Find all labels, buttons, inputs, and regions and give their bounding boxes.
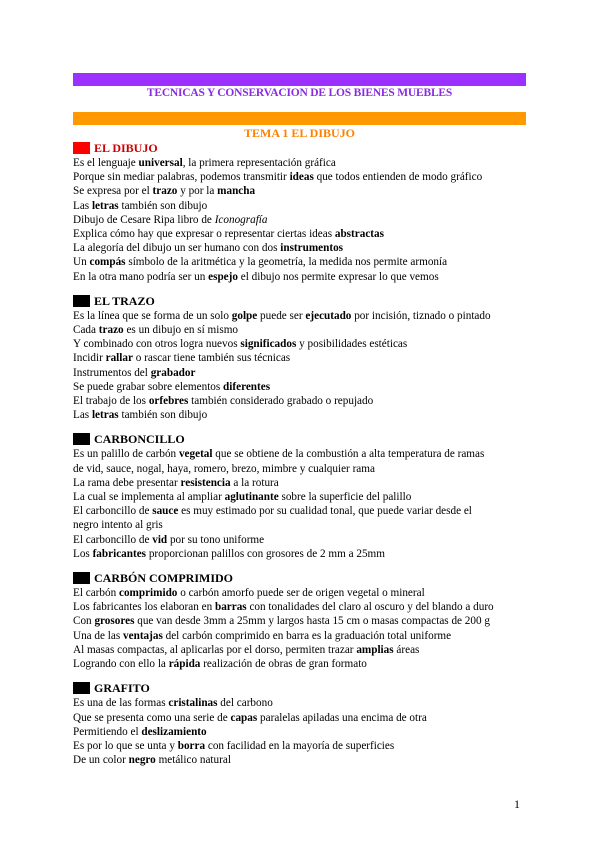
- bold-term: vegetal: [178, 448, 213, 461]
- text-run: Incidir: [73, 352, 106, 365]
- text-run: y posibilidades estéticas: [296, 338, 408, 351]
- body-line: [73, 711, 526, 725]
- bold-term: abstractas: [334, 228, 384, 241]
- section-marker-icon: [73, 142, 90, 154]
- bold-term: espejo: [208, 270, 238, 283]
- text-run: En la otra mano podría ser un: [73, 270, 209, 283]
- text-run: por su tono uniforme: [167, 533, 265, 546]
- text-run: y por la: [177, 185, 218, 198]
- body-line: [73, 380, 526, 394]
- bold-term: borra: [177, 739, 206, 752]
- section-marker-icon: [73, 572, 90, 584]
- body-line: [73, 533, 526, 547]
- text-run: El carboncillo de: [73, 505, 153, 518]
- text-run: Logrando con ello la: [73, 658, 169, 671]
- body-line: [73, 227, 526, 241]
- text-run: El carbón: [73, 587, 119, 600]
- purple-title-bar: [73, 73, 526, 86]
- body-line: [73, 586, 526, 600]
- bold-term: sauce: [152, 505, 179, 518]
- orange-title-bar: [73, 112, 526, 125]
- body-line: [73, 199, 526, 213]
- section: [73, 680, 526, 767]
- bold-term: rallar: [105, 352, 133, 365]
- bold-term: ventajas: [123, 629, 163, 642]
- bold-term: comprimido: [118, 587, 178, 600]
- body-line: [73, 462, 526, 476]
- text-run: Se expresa por el: [73, 185, 153, 198]
- bold-term: grosores: [94, 615, 135, 628]
- text-run: proporcionan palillos con grosores de 2 mm a 25mm: [146, 547, 385, 560]
- text-run: sobre la superficie del palillo: [278, 491, 412, 504]
- bold-term: vid: [152, 533, 168, 546]
- body-line: [73, 408, 526, 422]
- body-line: [73, 394, 526, 408]
- text-run: metálico natural: [155, 754, 231, 767]
- document-body: [73, 140, 526, 767]
- tema-heading: TEMA 1 EL DIBUJO: [243, 126, 356, 140]
- text-run: , la primera representación gráfica: [182, 157, 336, 169]
- text-run: Una de las: [73, 629, 124, 642]
- text-run: Se puede grabar sobre elementos: [73, 380, 224, 393]
- body-line: [73, 547, 526, 561]
- text-run: Las: [73, 409, 92, 422]
- section-heading-text: CARBONCILLO: [94, 432, 185, 447]
- text-run: del carbón comprimido en barra es la graduación total uniforme: [162, 629, 452, 642]
- document-title: TECNICAS Y CONSERVACION DE LOS BIENES MUEBLES: [146, 87, 453, 99]
- bold-term: mancha: [217, 185, 256, 198]
- body-line: [73, 739, 526, 753]
- section-heading-text: EL TRAZO: [94, 293, 155, 308]
- bold-term: universal: [138, 157, 183, 169]
- text-run: por incisión, tiznado o pintado: [351, 309, 491, 322]
- text-run: es un dibujo en sí mismo: [123, 324, 239, 337]
- bold-term: golpe: [231, 309, 258, 322]
- bold-term: compás: [89, 256, 126, 269]
- text-run: Cada: [73, 324, 99, 337]
- section: [73, 293, 526, 423]
- body-line: [73, 366, 526, 380]
- text-run: Es por lo que se unta y: [73, 739, 178, 752]
- text-run: con tonalidades del claro al oscuro y del blando a duro: [246, 601, 494, 614]
- text-run: La rama debe presentar: [73, 476, 181, 489]
- text-run: Es una de las formas: [73, 697, 169, 710]
- bold-term: letras: [91, 409, 119, 422]
- bold-term: aglutinante: [224, 491, 279, 504]
- bold-term: trazo: [152, 185, 178, 198]
- bold-term: ejecutado: [305, 309, 352, 322]
- section-marker-icon: [73, 682, 90, 694]
- text-run: La cual se implementa al ampliar: [73, 491, 225, 504]
- text-run: Instrumentos del: [73, 366, 151, 379]
- text-run: negro intento al gris: [73, 519, 163, 532]
- section: [73, 570, 526, 671]
- body-line: [73, 184, 526, 198]
- text-run: o rascar tiene también sus técnicas: [132, 352, 291, 365]
- bold-term: amplias: [356, 643, 394, 656]
- text-run: o carbón amorfo puede ser de origen vegetal o mineral: [177, 587, 425, 600]
- body-line: [73, 241, 526, 255]
- bold-term: grabador: [150, 366, 196, 379]
- section-heading: [73, 680, 526, 696]
- text-run: el dibujo nos permite expresar lo que vemos: [237, 270, 439, 283]
- text-run: puede ser: [257, 309, 306, 322]
- bold-term: diferentes: [223, 380, 271, 393]
- bold-term: trazo: [98, 324, 124, 337]
- section: [73, 431, 526, 561]
- text-run: Con: [73, 615, 95, 628]
- text-run: Los fabricantes los elaboran en: [73, 601, 215, 614]
- body-line: [73, 337, 526, 351]
- text-run: es muy estimado por su cualidad tonal, que puede variar desde el: [178, 505, 472, 518]
- text-run: que van desde 3mm a 25mm y largos hasta 15 cm o masas compactas de 200 g: [134, 615, 490, 628]
- bold-term: cristalinas: [168, 697, 218, 710]
- text-run: símbolo de la aritmética y la geometría, la medida nos permite armonía: [125, 256, 448, 269]
- bold-term: deslizamiento: [141, 725, 207, 738]
- body-line: [73, 725, 526, 739]
- text-run: de vid, sauce, nogal, haya, romero, brezo, mimbre y cualquier rama: [73, 462, 375, 475]
- section-marker-icon: [73, 295, 90, 307]
- text-run: Explica cómo hay que expresar o representar ciertas ideas: [73, 228, 335, 241]
- section-heading: [73, 140, 526, 156]
- body-line: [73, 753, 526, 767]
- bold-term: fabricantes: [92, 547, 147, 560]
- text-run: El carboncillo de: [73, 533, 153, 546]
- text-run: áreas: [393, 643, 420, 656]
- section: [73, 140, 526, 284]
- text-run: Al masas compactas, al aplicarlas por el dorso, permiten trazar: [73, 643, 357, 656]
- body-line: [73, 156, 526, 170]
- section-heading: [73, 570, 526, 586]
- body-line: [73, 270, 526, 284]
- body-line: [73, 170, 526, 184]
- text-run: Y combinado con otros logra nuevos: [73, 338, 241, 351]
- text-run: Porque sin mediar palabras, podemos transmitir: [73, 171, 290, 184]
- text-run: Es el lenguaje: [73, 157, 139, 169]
- text-run: El trabajo de los: [73, 395, 149, 408]
- text-run: que todos entienden de modo gráfico: [313, 171, 483, 184]
- body-line: [73, 504, 526, 518]
- section-heading: [73, 293, 526, 309]
- body-line: [73, 309, 526, 323]
- body-line: [73, 323, 526, 337]
- body-line: [73, 600, 526, 614]
- body-line: [73, 614, 526, 628]
- text-run: también son dibujo: [118, 409, 208, 422]
- italic-term: Iconografía: [214, 213, 268, 226]
- body-line: [73, 255, 526, 269]
- bold-term: barras: [214, 601, 247, 614]
- text-run: De un color: [73, 754, 129, 767]
- text-run: Es la línea que se forma de un solo: [73, 309, 232, 322]
- section-heading-text: CARBÓN COMPRIMIDO: [94, 570, 233, 585]
- section-marker-icon: [73, 433, 90, 445]
- text-run: La alegoría del dibujo un ser humano con dos: [73, 242, 281, 255]
- text-run: también considerado grabado o repujado: [188, 395, 374, 408]
- bold-term: rápida: [168, 658, 201, 671]
- body-line: [73, 657, 526, 671]
- text-run: Que se presenta como una serie de: [73, 711, 231, 724]
- bold-term: letras: [91, 199, 119, 212]
- body-line: [73, 351, 526, 365]
- body-line: [73, 643, 526, 657]
- text-run: Es un palillo de carbón: [73, 448, 179, 461]
- bold-term: capas: [230, 711, 258, 724]
- body-line: [73, 490, 526, 504]
- text-run: Las: [73, 199, 92, 212]
- page-number: 1: [514, 797, 520, 811]
- text-run: del carbono: [217, 697, 273, 710]
- text-run: Un: [73, 256, 90, 269]
- bold-term: significados: [240, 338, 297, 351]
- section-heading: [73, 431, 526, 447]
- text-run: a la rotura: [230, 476, 279, 489]
- bold-term: instrumentos: [280, 242, 344, 255]
- text-run: también son dibujo: [118, 199, 208, 212]
- body-line: [73, 447, 526, 461]
- body-line: [73, 476, 526, 490]
- body-line: [73, 696, 526, 710]
- text-run: con facilidad en la mayoría de superficies: [205, 739, 395, 752]
- bold-term: resistencia: [180, 476, 231, 489]
- section-heading-text: EL DIBUJO: [94, 140, 158, 155]
- text-run: Permitiendo el: [73, 725, 142, 738]
- text-run: Dibujo de Cesare Ripa libro de: [73, 213, 215, 226]
- text-run: paralelas apiladas una encima de otra: [257, 711, 427, 724]
- body-line: [73, 518, 526, 532]
- text-run: Los: [73, 547, 93, 560]
- section-heading-text: GRAFITO: [94, 681, 150, 696]
- bold-term: orfebres: [148, 395, 189, 408]
- text-run: realización de obras de gran formato: [200, 658, 367, 671]
- body-line: [73, 629, 526, 643]
- bold-term: ideas: [289, 171, 314, 184]
- text-run: que se obtiene de la combustión a alta temperatura de ramas: [212, 448, 485, 461]
- bold-term: negro: [128, 754, 156, 767]
- body-line: [73, 213, 526, 227]
